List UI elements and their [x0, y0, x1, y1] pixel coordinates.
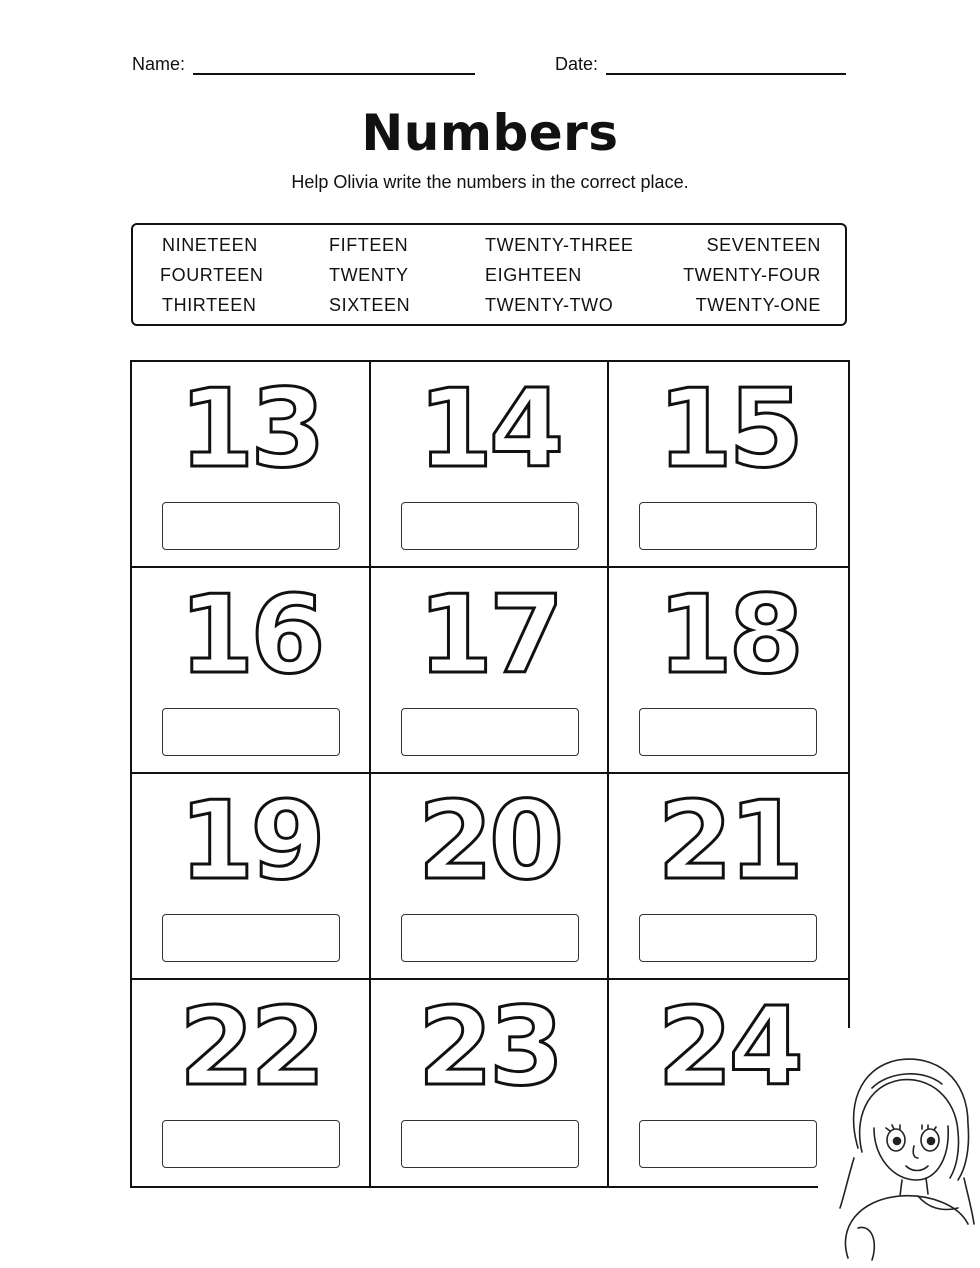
outlined-number: 18	[657, 573, 800, 698]
word: TWENTY-THREE	[485, 235, 634, 255]
number-cell	[132, 362, 371, 568]
word: TWENTY-FOUR	[683, 265, 821, 285]
answer-box[interactable]	[639, 1120, 817, 1168]
date-field[interactable]	[555, 54, 846, 75]
name-line[interactable]	[193, 55, 475, 75]
answer-box[interactable]	[162, 502, 340, 550]
answer-box[interactable]	[162, 1120, 340, 1168]
outlined-number: 23	[417, 985, 561, 1110]
word: SIXTEEN	[329, 295, 411, 315]
name-label: Name:	[132, 54, 186, 74]
word: SEVENTEEN	[706, 235, 821, 255]
word: FIFTEEN	[329, 235, 409, 255]
answer-box[interactable]	[401, 502, 579, 550]
date-label: Date:	[555, 54, 599, 74]
word: TWENTY	[329, 265, 409, 285]
number-cell	[371, 568, 610, 774]
outlined-number: 19	[179, 779, 322, 904]
answer-box[interactable]	[639, 708, 817, 756]
answer-box[interactable]	[639, 502, 817, 550]
word: EIGHTEEN	[485, 265, 582, 285]
number-cell	[609, 362, 848, 568]
date-line[interactable]	[606, 55, 846, 75]
number-cell	[132, 568, 371, 774]
answer-box[interactable]	[401, 1120, 579, 1168]
outlined-number: 22	[179, 985, 322, 1110]
answer-box[interactable]	[639, 914, 817, 962]
word: THIRTEEN	[162, 295, 257, 315]
girl-illustration	[818, 1028, 980, 1268]
word: FOURTEEN	[160, 265, 264, 285]
answer-box[interactable]	[162, 708, 340, 756]
number-cell	[132, 774, 371, 980]
instructions: Help Olivia write the numbers in the correct place.	[291, 172, 689, 192]
number-cell	[609, 980, 848, 1186]
number-cell	[371, 980, 610, 1186]
outlined-number: 13	[179, 367, 322, 492]
word: NINETEEN	[162, 235, 258, 255]
outlined-number: 16	[179, 573, 322, 698]
page-title: Numbers	[361, 104, 619, 162]
answer-box[interactable]	[401, 914, 579, 962]
word-bank	[131, 223, 847, 326]
answer-box[interactable]	[401, 708, 579, 756]
name-field[interactable]	[132, 54, 475, 75]
outlined-number: 14	[417, 367, 561, 492]
outlined-number: 15	[657, 367, 800, 492]
number-cell	[371, 362, 610, 568]
word: TWENTY-ONE	[695, 295, 821, 315]
number-cell	[609, 774, 848, 980]
number-cell	[371, 774, 610, 980]
number-cell	[609, 568, 848, 774]
outlined-number: 21	[657, 779, 800, 904]
outlined-number: 20	[417, 779, 561, 904]
outlined-number: 24	[657, 985, 800, 1110]
number-grid	[130, 360, 850, 1188]
word: TWENTY-TWO	[485, 295, 614, 315]
outlined-number: 17	[417, 573, 561, 698]
answer-box[interactable]	[162, 914, 340, 962]
number-cell	[132, 980, 371, 1186]
